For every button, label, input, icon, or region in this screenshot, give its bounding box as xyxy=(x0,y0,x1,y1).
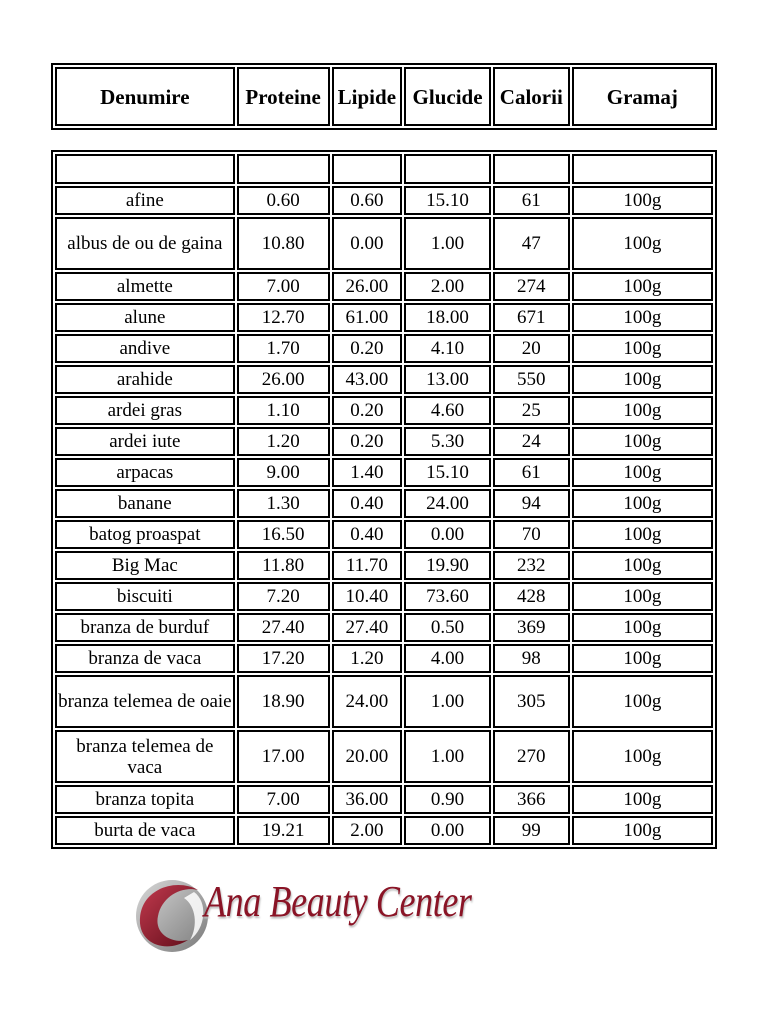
cell-gramaj: 100g xyxy=(572,644,713,673)
cell-gramaj: 100g xyxy=(572,272,713,301)
cell-gramaj: 100g xyxy=(572,785,713,814)
cell-gramaj: 100g xyxy=(572,520,713,549)
cell-lipide: 0.20 xyxy=(332,396,403,425)
cell-lipide: 36.00 xyxy=(332,785,403,814)
table-row xyxy=(55,303,713,332)
header-table xyxy=(51,63,717,130)
cell-glucide: 24.00 xyxy=(404,489,491,518)
cell-gramaj: 100g xyxy=(572,730,713,783)
column-header-lipide: Lipide xyxy=(332,67,403,126)
column-header-glucide: Glucide xyxy=(404,67,491,126)
cell-lipide: 0.20 xyxy=(332,427,403,456)
cell-calorii: 98 xyxy=(493,644,570,673)
cell-name: burta de vaca xyxy=(55,816,235,845)
food-table xyxy=(51,150,717,849)
cell-gramaj: 100g xyxy=(572,458,713,487)
cell-gramaj: 100g xyxy=(572,303,713,332)
cell-glucide: 2.00 xyxy=(404,272,491,301)
cell-calorii: 25 xyxy=(493,396,570,425)
cell-lipide: 26.00 xyxy=(332,272,403,301)
cell-calorii: 274 xyxy=(493,272,570,301)
cell-proteine: 1.70 xyxy=(237,334,330,363)
cell-gramaj: 100g xyxy=(572,675,713,728)
cell-gramaj: 100g xyxy=(572,816,713,845)
cell-calorii: 99 xyxy=(493,816,570,845)
table-row xyxy=(55,551,713,580)
cell-lipide: 27.40 xyxy=(332,613,403,642)
table-row xyxy=(55,816,713,845)
table-row xyxy=(55,458,713,487)
cell-name: branza telemea de vaca xyxy=(55,730,235,783)
cell-glucide: 4.10 xyxy=(404,334,491,363)
cell-calorii: 305 xyxy=(493,675,570,728)
table-row xyxy=(55,785,713,814)
table-row xyxy=(55,334,713,363)
cell-name: biscuiti xyxy=(55,582,235,611)
cell-glucide: 15.10 xyxy=(404,186,491,215)
cell-glucide: 19.90 xyxy=(404,551,491,580)
blank-cell xyxy=(55,154,235,184)
swoosh-logo-icon xyxy=(132,868,212,958)
cell-lipide: 2.00 xyxy=(332,816,403,845)
cell-calorii: 550 xyxy=(493,365,570,394)
cell-gramaj: 100g xyxy=(572,582,713,611)
cell-name: Big Mac xyxy=(55,551,235,580)
table-row xyxy=(55,217,713,270)
cell-gramaj: 100g xyxy=(572,427,713,456)
cell-calorii: 369 xyxy=(493,613,570,642)
cell-lipide: 0.60 xyxy=(332,186,403,215)
blank-cell xyxy=(493,154,570,184)
cell-calorii: 20 xyxy=(493,334,570,363)
cell-gramaj: 100g xyxy=(572,365,713,394)
cell-glucide: 13.00 xyxy=(404,365,491,394)
cell-name: branza de vaca xyxy=(55,644,235,673)
table-row xyxy=(55,730,713,783)
cell-proteine: 0.60 xyxy=(237,186,330,215)
cell-glucide: 0.00 xyxy=(404,816,491,845)
table-row xyxy=(55,582,713,611)
table-row xyxy=(55,644,713,673)
column-header-denumire: Denumire xyxy=(55,67,235,126)
cell-lipide: 0.00 xyxy=(332,217,403,270)
cell-proteine: 10.80 xyxy=(237,217,330,270)
cell-proteine: 12.70 xyxy=(237,303,330,332)
cell-calorii: 94 xyxy=(493,489,570,518)
cell-glucide: 1.00 xyxy=(404,675,491,728)
cell-gramaj: 100g xyxy=(572,217,713,270)
cell-name: arpacas xyxy=(55,458,235,487)
cell-calorii: 428 xyxy=(493,582,570,611)
table-row xyxy=(55,365,713,394)
cell-lipide: 11.70 xyxy=(332,551,403,580)
cell-proteine: 11.80 xyxy=(237,551,330,580)
cell-gramaj: 100g xyxy=(572,334,713,363)
cell-glucide: 1.00 xyxy=(404,217,491,270)
cell-calorii: 47 xyxy=(493,217,570,270)
cell-lipide: 10.40 xyxy=(332,582,403,611)
blank-cell xyxy=(237,154,330,184)
table-row xyxy=(55,272,713,301)
cell-proteine: 17.20 xyxy=(237,644,330,673)
cell-gramaj: 100g xyxy=(572,186,713,215)
cell-lipide: 43.00 xyxy=(332,365,403,394)
cell-name: banane xyxy=(55,489,235,518)
cell-lipide: 1.40 xyxy=(332,458,403,487)
cell-name: branza topita xyxy=(55,785,235,814)
cell-calorii: 70 xyxy=(493,520,570,549)
cell-proteine: 9.00 xyxy=(237,458,330,487)
cell-glucide: 0.90 xyxy=(404,785,491,814)
cell-proteine: 26.00 xyxy=(237,365,330,394)
cell-lipide: 0.40 xyxy=(332,489,403,518)
ana-beauty-center-logo xyxy=(132,868,542,964)
cell-proteine: 7.00 xyxy=(237,272,330,301)
cell-proteine: 7.20 xyxy=(237,582,330,611)
logo-text: Ana Beauty Center xyxy=(204,877,472,926)
cell-calorii: 61 xyxy=(493,458,570,487)
cell-calorii: 270 xyxy=(493,730,570,783)
cell-proteine: 1.20 xyxy=(237,427,330,456)
table-row xyxy=(55,396,713,425)
cell-lipide: 1.20 xyxy=(332,644,403,673)
cell-proteine: 1.30 xyxy=(237,489,330,518)
cell-name: almette xyxy=(55,272,235,301)
table-row xyxy=(55,186,713,215)
cell-gramaj: 100g xyxy=(572,489,713,518)
cell-glucide: 0.50 xyxy=(404,613,491,642)
cell-lipide: 20.00 xyxy=(332,730,403,783)
table-row xyxy=(55,675,713,728)
blank-cell xyxy=(572,154,713,184)
cell-glucide: 4.00 xyxy=(404,644,491,673)
cell-proteine: 7.00 xyxy=(237,785,330,814)
table-row xyxy=(55,427,713,456)
cell-glucide: 1.00 xyxy=(404,730,491,783)
cell-gramaj: 100g xyxy=(572,613,713,642)
cell-glucide: 15.10 xyxy=(404,458,491,487)
cell-name: ardei iute xyxy=(55,427,235,456)
cell-calorii: 671 xyxy=(493,303,570,332)
table-row xyxy=(55,613,713,642)
cell-gramaj: 100g xyxy=(572,396,713,425)
cell-name: arahide xyxy=(55,365,235,394)
cell-proteine: 27.40 xyxy=(237,613,330,642)
cell-calorii: 366 xyxy=(493,785,570,814)
blank-cell xyxy=(404,154,491,184)
cell-proteine: 16.50 xyxy=(237,520,330,549)
cell-name: alune xyxy=(55,303,235,332)
cell-proteine: 1.10 xyxy=(237,396,330,425)
cell-name: albus de ou de gaina xyxy=(55,217,235,270)
blank-cell xyxy=(332,154,403,184)
cell-glucide: 4.60 xyxy=(404,396,491,425)
cell-lipide: 24.00 xyxy=(332,675,403,728)
cell-name: andive xyxy=(55,334,235,363)
cell-gramaj: 100g xyxy=(572,551,713,580)
cell-proteine: 17.00 xyxy=(237,730,330,783)
cell-glucide: 5.30 xyxy=(404,427,491,456)
cell-name: ardei gras xyxy=(55,396,235,425)
column-header-calorii: Calorii xyxy=(493,67,570,126)
cell-calorii: 24 xyxy=(493,427,570,456)
cell-name: branza telemea de oaie xyxy=(55,675,235,728)
cell-name: branza de burduf xyxy=(55,613,235,642)
cell-calorii: 232 xyxy=(493,551,570,580)
cell-proteine: 19.21 xyxy=(237,816,330,845)
table-row xyxy=(55,520,713,549)
header-row xyxy=(55,67,713,126)
cell-glucide: 73.60 xyxy=(404,582,491,611)
cell-calorii: 61 xyxy=(493,186,570,215)
blank-row xyxy=(55,154,713,184)
cell-glucide: 18.00 xyxy=(404,303,491,332)
cell-name: afine xyxy=(55,186,235,215)
cell-lipide: 0.20 xyxy=(332,334,403,363)
cell-lipide: 61.00 xyxy=(332,303,403,332)
cell-name: batog proaspat xyxy=(55,520,235,549)
column-header-gramaj: Gramaj xyxy=(572,67,713,126)
cell-glucide: 0.00 xyxy=(404,520,491,549)
table-row xyxy=(55,489,713,518)
cell-lipide: 0.40 xyxy=(332,520,403,549)
column-header-proteine: Proteine xyxy=(237,67,330,126)
cell-proteine: 18.90 xyxy=(237,675,330,728)
